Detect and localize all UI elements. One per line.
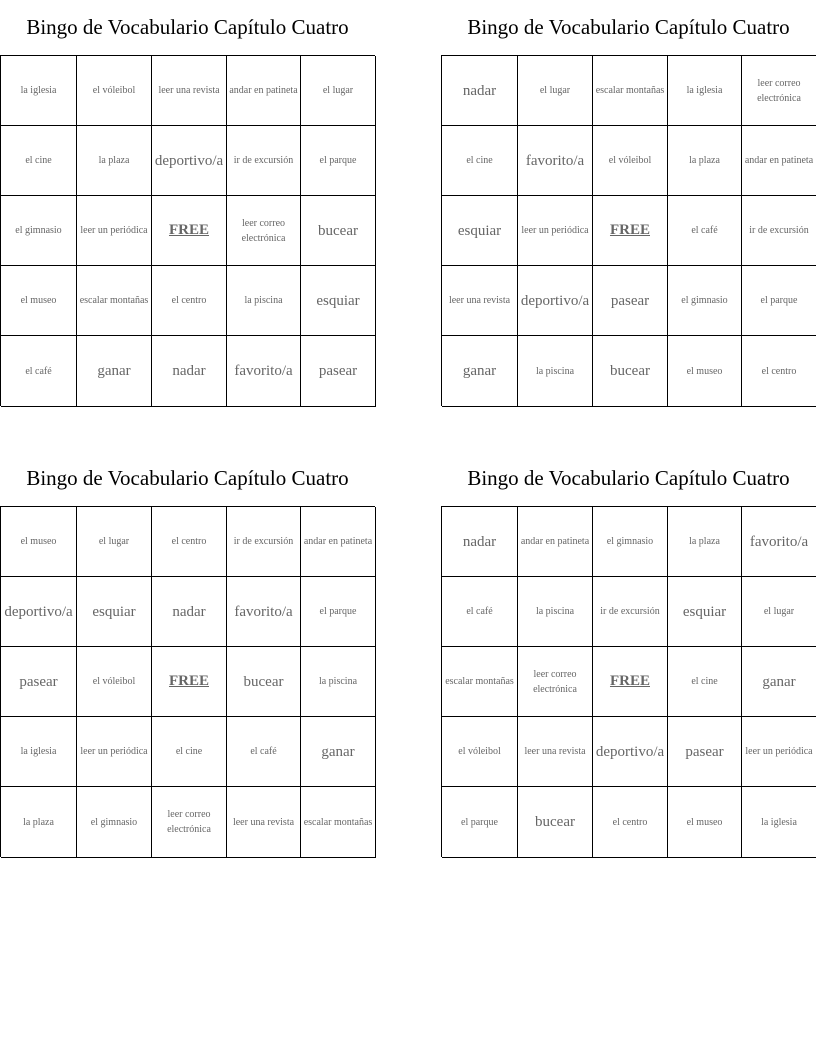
bingo-cell: deportivo/a (518, 266, 593, 336)
bingo-cell: favorito/a (518, 126, 593, 196)
card-title: Bingo de Vocabulario Capítulo Cuatro (467, 466, 790, 490)
bingo-cell: ir de excursión (593, 577, 668, 647)
bingo-cell: leer un periódica (77, 717, 152, 787)
bingo-cell: leer un periódica (77, 196, 152, 266)
bingo-cell: bucear (227, 647, 301, 717)
bingo-cell: pasear (1, 647, 77, 717)
bingo-cell: el vóleibol (442, 717, 518, 787)
bingo-cell: el centro (593, 787, 668, 858)
bingo-cell: ganar (442, 336, 518, 407)
bingo-cell: ganar (77, 336, 152, 407)
bingo-cell: esquiar (442, 196, 518, 266)
bingo-cell: el vóleibol (77, 647, 152, 717)
bingo-cell: ir de excursión (742, 196, 816, 266)
bingo-cell: el gimnasio (1, 196, 77, 266)
bingo-cell: el parque (301, 126, 376, 196)
bingo-cell: esquiar (301, 266, 376, 336)
bingo-cell: andar en patineta (742, 126, 816, 196)
bingo-cell: la piscina (518, 336, 593, 407)
bingo-cell: la piscina (518, 577, 593, 647)
bingo-cell: bucear (518, 787, 593, 858)
free-space: FREE (593, 647, 668, 717)
bingo-cell: el centro (152, 266, 227, 336)
bingo-cell: la iglesia (668, 56, 742, 126)
bingo-cell: el vóleibol (593, 126, 668, 196)
bingo-cell: esquiar (77, 577, 152, 647)
bingo-cell: deportivo/a (593, 717, 668, 787)
bingo-cell: andar en patineta (301, 507, 376, 577)
card-title: Bingo de Vocabulario Capítulo Cuatro (467, 15, 790, 39)
bingo-cell: el parque (301, 577, 376, 647)
bingo-cell: nadar (152, 577, 227, 647)
bingo-cell: escalar montañas (77, 266, 152, 336)
bingo-cell: andar en patineta (518, 507, 593, 577)
bingo-cell: el café (668, 196, 742, 266)
bingo-cell: ir de excursión (227, 126, 301, 196)
bingo-cell: el centro (742, 336, 816, 407)
bingo-cell: escalar montañas (593, 56, 668, 126)
bingo-cell: leer correo electrónica (152, 787, 227, 858)
bingo-cell: la piscina (301, 647, 376, 717)
bingo-cell: la plaza (668, 507, 742, 577)
bingo-cell: favorito/a (227, 577, 301, 647)
bingo-cell: ir de excursión (227, 507, 301, 577)
bingo-cell: favorito/a (227, 336, 301, 407)
bingo-cell: pasear (668, 717, 742, 787)
bingo-cell: leer una revista (227, 787, 301, 858)
bingo-cell: leer un periódica (518, 196, 593, 266)
bingo-cell: favorito/a (742, 507, 816, 577)
bingo-cell: el cine (668, 647, 742, 717)
bingo-cell: la iglesia (1, 717, 77, 787)
bingo-cell: bucear (593, 336, 668, 407)
bingo-cell: el lugar (301, 56, 376, 126)
bingo-cell: ganar (742, 647, 816, 717)
bingo-cell: el museo (668, 336, 742, 407)
bingo-grid (441, 506, 816, 857)
bingo-cell: el parque (742, 266, 816, 336)
bingo-cell: el lugar (518, 56, 593, 126)
bingo-cell: leer un periódica (742, 717, 816, 787)
bingo-cell: la plaza (77, 126, 152, 196)
card-title: Bingo de Vocabulario Capítulo Cuatro (26, 466, 349, 490)
free-space: FREE (152, 196, 227, 266)
bingo-cell: el centro (152, 507, 227, 577)
bingo-cell: el cine (442, 126, 518, 196)
free-space: FREE (593, 196, 668, 266)
bingo-grid (0, 55, 375, 406)
bingo-cell: la plaza (668, 126, 742, 196)
bingo-cell: leer una revista (518, 717, 593, 787)
bingo-cell: el museo (1, 507, 77, 577)
bingo-cell: el café (1, 336, 77, 407)
bingo-cell: deportivo/a (1, 577, 77, 647)
bingo-cell: el lugar (742, 577, 816, 647)
free-space: FREE (152, 647, 227, 717)
bingo-cell: escalar montañas (442, 647, 518, 717)
bingo-cell: el parque (442, 787, 518, 858)
bingo-cell: leer una revista (152, 56, 227, 126)
bingo-cell: el café (442, 577, 518, 647)
bingo-cell: leer una revista (442, 266, 518, 336)
bingo-cell: el gimnasio (593, 507, 668, 577)
card-title: Bingo de Vocabulario Capítulo Cuatro (26, 15, 349, 39)
bingo-cell: la plaza (1, 787, 77, 858)
bingo-grid (441, 55, 816, 406)
bingo-cell: esquiar (668, 577, 742, 647)
bingo-cell: ganar (301, 717, 376, 787)
bingo-cell: nadar (442, 56, 518, 126)
bingo-cell: leer correo electrónica (227, 196, 301, 266)
bingo-cell: la iglesia (742, 787, 816, 858)
bingo-cell: la piscina (227, 266, 301, 336)
bingo-cell: el gimnasio (77, 787, 152, 858)
bingo-cell: la iglesia (1, 56, 77, 126)
bingo-cell: pasear (301, 336, 376, 407)
bingo-cell: leer correo electrónica (518, 647, 593, 717)
bingo-cell: el cine (1, 126, 77, 196)
bingo-cell: bucear (301, 196, 376, 266)
bingo-cell: el cine (152, 717, 227, 787)
bingo-cell: pasear (593, 266, 668, 336)
bingo-grid (0, 506, 375, 857)
bingo-cell: el museo (668, 787, 742, 858)
bingo-cell: nadar (152, 336, 227, 407)
bingo-cell: el lugar (77, 507, 152, 577)
bingo-cell: el gimnasio (668, 266, 742, 336)
bingo-cell: deportivo/a (152, 126, 227, 196)
bingo-cell: andar en patineta (227, 56, 301, 126)
bingo-cell: el vóleibol (77, 56, 152, 126)
bingo-cell: el café (227, 717, 301, 787)
bingo-cell: el museo (1, 266, 77, 336)
bingo-cell: leer correo electrónica (742, 56, 816, 126)
bingo-cell: escalar montañas (301, 787, 376, 858)
bingo-cell: nadar (442, 507, 518, 577)
